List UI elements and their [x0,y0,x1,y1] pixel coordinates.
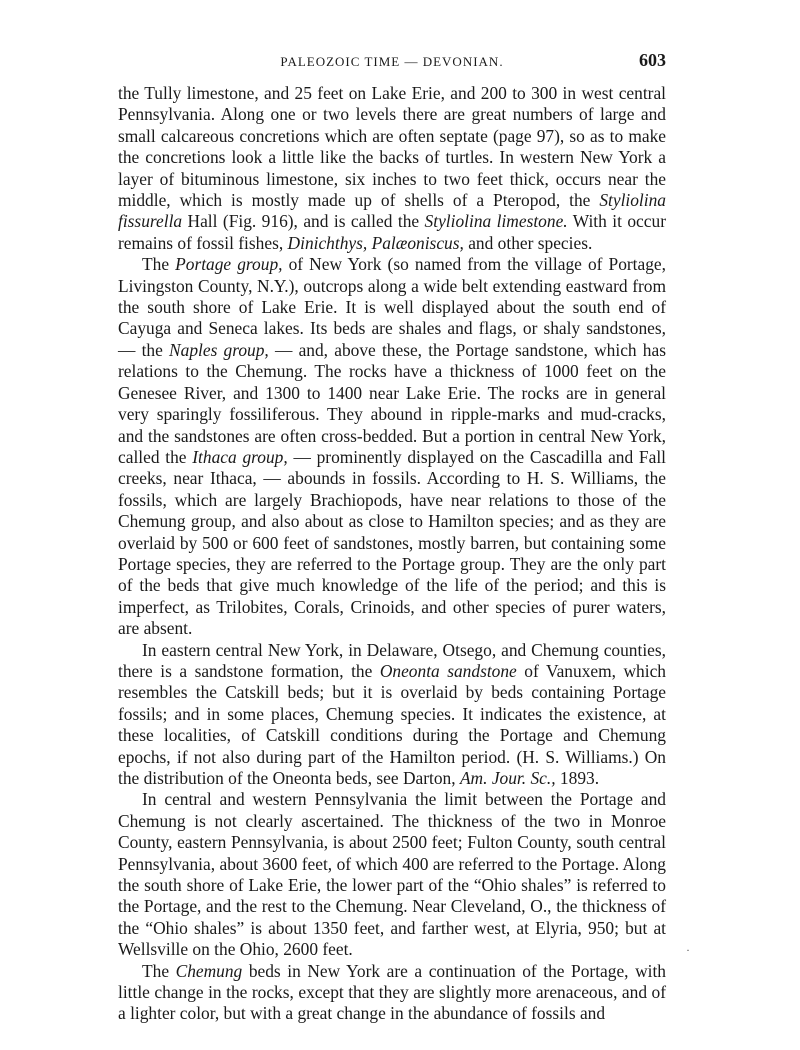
italic-term: Styliolina limestone. [424,211,568,232]
paragraph [118,83,666,254]
text-run: The [142,960,176,981]
text-run: beds in New York are a continuation of the Portage, with little change in the rocks, except that they are slightly more arenaceous, and of a lighter color, but with a great change in the abundance of fossils and [118,960,666,1024]
italic-term: Am. Jour. Sc., [459,768,556,788]
body-text [118,83,666,1025]
italic-term: Dinichthys, Palæoniscus, [287,232,464,253]
running-head: PALEOZOIC TIME — DEVONIAN. [280,54,504,69]
italic-term: Ithaca group, [192,446,288,467]
page-number: 603 [639,50,666,70]
page-header [118,50,666,76]
italic-term: Styliolina fissurella [118,190,666,232]
paragraph [118,789,666,960]
italic-term: Portage group, [175,254,283,275]
text-run: In central and western Pennsylvania the limit between the Portage and Chemung is not clearly ascertained. The thickness of the two in Monroe County, eastern Pennsylvania, is about 2500 feet; Fulton County, south central Pennsylvania, about 3600 feet, of which 400 are referred to the Portage. Along the south shore of Lake Erie, the lower part of the “Ohio shales” is referred to the Portage, and the rest to the Chemung. Near Cleveland, O., the thickness of the “Ohio shales” is about 1350 feet, and farther west, at Elyria, 950; but at Wellsville on the Ohio, 2600 feet. [118,789,666,960]
text-run: — and, above these, the Portage sandstone, which has relations to the Chemung. The rocks have a thickness of 1000 feet on the Genesee River, and 1300 to 1400 near Lake Erie. The rocks are in general very sparingly fossiliferous. They abound in ripple-marks and mud-cracks, and the sandstones are often cross-bedded. But a portion in central New York, called the [118,339,666,467]
text-run: — prominently displayed on the Cascadilla and Fall creeks, near Ithaca, — abounds in fossils. According to H. S. Williams, the fossils, which are largely Brachiopods, have near relations to those of the Chemung group, and also about as close to Hamilton species; and as they are overlaid by 500 or 600 feet of sandstones, mostly barren, but containing some Portage species, they are referred to the Portage group. They are the only part of the beds that give much knowledge of the life of the period; and this is imperfect, as Trilobites, Corals, Crinoids, and other species of purer waters, are absent. [118,446,666,639]
text-run: of Vanuxem, which resembles the Catskill beds; but it is overlaid by beds containing Portage fossils; and in some places, Chemung species. It indicates the existence, at these localities, of Catskill conditions during the Portage and Chemung epochs, if not also during part of the Hamilton period. (H. S. Williams.) On the distribution of the Oneonta beds, see Darton, [118,660,666,788]
text-run: Hall (Fig. 916), and is called the [182,211,425,232]
italic-term: Oneonta sandstone [379,660,517,681]
text-run: The [142,254,176,275]
italic-term: Chemung [175,960,243,981]
text-run: In eastern central New York, in Delaware, Otsego, and Chemung counties, there is a sandstone formation, the [118,639,666,681]
text-run: and other species. [463,232,593,253]
paragraph [118,640,666,790]
italic-term: Naples group, [169,339,269,360]
text-run: With it occur remains of fossil fishes, [118,211,666,253]
paragraph [118,961,666,1025]
text-run: of New York (so named from the village of Portage, Livingston County, N.Y.), outcrops along a wide belt extending eastward from the south shore of Lake Erie. It is well displayed about the south end of Cayuga and Seneca lakes. Its beds are shales and flags, or shaly sandstones, — the [118,254,666,360]
text-run: the Tully limestone, and 25 feet on Lake Erie, and 200 to 300 in west central Pennsylvania. Along one or two levels there are great numbers of large and small calcareous concretions which are often septate (page 97), so as to make the concretions look a little like the backs of turtles. In western New York a layer of bituminous limestone, six inches to two feet thick, occurs near the middle, which is mostly made up of shells of a Pteropod, the [118,83,666,211]
paragraph [118,254,666,639]
margin-mark: · [686,943,690,957]
text-run: 1893. [555,768,600,788]
